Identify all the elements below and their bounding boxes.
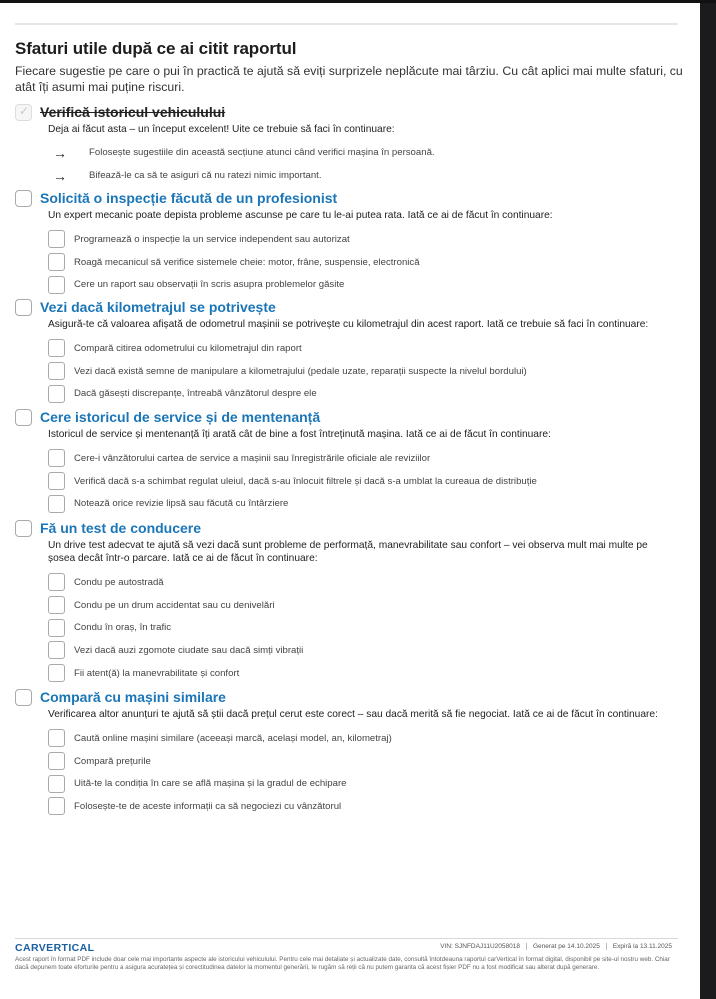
item-checkbox[interactable]	[48, 797, 65, 815]
carvertical-logo: CARVERTICAL	[15, 942, 95, 954]
section-checkbox-checked[interactable]	[15, 104, 32, 121]
section-test-drive	[15, 518, 673, 684]
item-checkbox[interactable]	[48, 230, 65, 248]
item-checkbox[interactable]	[48, 573, 65, 591]
section-checkbox[interactable]	[15, 520, 32, 537]
section-title: Solicită o inspecție făcută de un profesionist	[40, 190, 338, 206]
section-checkbox[interactable]	[15, 299, 32, 316]
checklist-item: Roagă mecanicul să verifice sistemele cheie: motor, frâne, suspensie, electronică	[48, 251, 673, 274]
checklist-item: Cere-i vânzătorului cartea de service a mașinii sau înregistrările oficiale ale reviziilor	[48, 447, 673, 470]
item-checkbox[interactable]	[48, 596, 65, 614]
item-checkbox[interactable]	[48, 385, 65, 403]
checklist-item: Uită-te la condiția în care se află mașina și la gradul de echipare	[48, 772, 673, 795]
item-checkbox[interactable]	[48, 664, 65, 682]
section-compare-similar	[15, 687, 673, 818]
list-item: → Bifează-le ca să te asiguri că nu ratezi nimic important.	[53, 167, 322, 184]
item-checkbox[interactable]	[48, 752, 65, 770]
section-description: Asigură-te că valoarea afișată de odometrul mașinii se potrivește cu kilometrajul din acest raport. Iată ce trebuie să faci în continuare:	[48, 319, 649, 330]
list-item: → Folosește sugestiile din această secțiune atunci când verifici mașina în persoană.	[53, 144, 435, 161]
section-inspection	[15, 188, 673, 296]
section-description: Verificarea altor anunțuri te ajută să știi dacă prețul cerut este corect – sau dacă merită să fie negociat. Iată ce ai de făcut în continuare:	[48, 709, 658, 720]
section-checkbox[interactable]	[15, 190, 32, 207]
vin-label: VIN: SJNFDAJ11U2058018	[440, 943, 520, 950]
section-title: Compară cu mașini similare	[40, 689, 226, 705]
checklist-item: Cere un raport sau observații în scris asupra problemelor găsite	[48, 273, 673, 296]
section-title: Verifică istoricul vehiculului	[40, 104, 226, 120]
item-checkbox[interactable]	[48, 276, 65, 294]
section-description: Un drive test adecvat te ajută să vezi dacă sunt probleme de performață, manevrabilitate sau confort – vei observa mult mai multe pe șosea decât într-o parcare. Iată ce ai de făcut în continuare:	[48, 540, 648, 564]
checklist-item: Vezi dacă auzi zgomote ciudate sau dacă simți vibrații	[48, 639, 673, 662]
page-intro: Fiecare sugestie pe care o pui în practică te ajută să eviți surprizele neplăcute mai târziu. Cu cât aplici mai multe sfaturi, cu atât îți asumi mai puține riscuri.	[15, 64, 683, 94]
generated-date: Generat pe 14.10.2025	[526, 943, 606, 950]
checklist-item: Programează o inspecție la un service independent sau autorizat	[48, 228, 673, 251]
item-checkbox[interactable]	[48, 253, 65, 271]
section-mileage	[15, 297, 673, 405]
arrow-right-icon: →	[53, 144, 67, 161]
section-checkbox[interactable]	[15, 409, 32, 426]
section-description: Deja ai făcut asta – un început excelent! Uite ce trebuie să faci în continuare:	[48, 124, 395, 135]
item-checkbox[interactable]	[48, 362, 65, 380]
checklist-item: Vezi dacă există semne de manipulare a kilometrajului (pedale uzate, reparații suspecte la nivelul bordului)	[48, 360, 673, 383]
section-description: Istoricul de service și mentenanță îți arată cât de bine a fost întreținută mașina. Iată ce ai de făcut în continuare:	[48, 429, 551, 440]
section-title: Vezi dacă kilometrajul se potrivește	[40, 299, 276, 315]
checklist-item: Verifică dacă s-a schimbat regulat uleiul, dacă s-au înlocuit filtrele și dacă s-a umblat la cureaua de distribuție	[48, 470, 673, 493]
section-service-history	[15, 407, 673, 515]
expiry-date: Expiră la 13.11.2025	[606, 943, 678, 950]
watermark: AUTOVIT.RO	[8, 971, 149, 993]
item-checkbox[interactable]	[48, 495, 65, 513]
checklist-item: Condu pe un drum accidentat sau cu denivelări	[48, 594, 673, 617]
checklist-item: Fii atent(ă) la manevrabilitate și confort	[48, 662, 673, 685]
checklist-item: Caută online mașini similare (aceeași marcă, același model, an, kilometraj)	[48, 727, 673, 750]
checklist-item: Condu pe autostradă	[48, 571, 673, 594]
section-description: Un expert mecanic poate depista probleme ascunse pe care tu le-ai putea rata. Iată ce ai de făcut în continuare:	[48, 210, 553, 221]
checklist-item: Compară prețurile	[48, 750, 673, 773]
item-checkbox[interactable]	[48, 729, 65, 747]
section-vehicle-history	[15, 102, 673, 187]
divider	[15, 23, 678, 25]
footer-divider	[15, 938, 678, 939]
checklist-item: Compară citirea odometrului cu kilometrajul din raport	[48, 337, 673, 360]
item-checkbox[interactable]	[48, 641, 65, 659]
arrow-right-icon: →	[53, 167, 67, 184]
page-title: Sfaturi utile după ce ai citit raportul	[15, 39, 297, 58]
item-checkbox[interactable]	[48, 339, 65, 357]
section-checkbox[interactable]	[15, 689, 32, 706]
section-title: Cere istoricul de service și de mentenanță	[40, 409, 321, 425]
disclaimer: Acest raport în format PDF include doar cele mai importante aspecte ale istoricului vehiculului. Pentru cele mai detaliate și actualizate date, consultă întotdeauna raportul carVertical în format digital, disponibil pe site-ul nostru web. Chiar dacă depunem toate eforturile pentru a asigura acuratețea și corectitudinea datelor la momentul generării, te rugăm să reții că nu putem garanta că acest fișier PDF nu a fost modificat sau alterat după generare.	[15, 956, 670, 972]
item-checkbox[interactable]	[48, 472, 65, 490]
report-page	[0, 3, 700, 999]
item-checkbox[interactable]	[48, 775, 65, 793]
item-checkbox[interactable]	[48, 449, 65, 467]
section-title: Fă un test de conducere	[40, 520, 202, 536]
checklist-item: Folosește-te de aceste informații ca să negociezi cu vânzătorul	[48, 795, 673, 818]
checklist-item: Dacă găsești discrepanțe, întreabă vânzătorul despre ele	[48, 382, 673, 405]
checklist-item: Notează orice revizie lipsă sau făcută cu întârziere	[48, 492, 673, 515]
item-checkbox[interactable]	[48, 619, 65, 637]
checklist-item: Condu în oraș, în trafic	[48, 616, 673, 639]
report-meta	[434, 943, 678, 950]
